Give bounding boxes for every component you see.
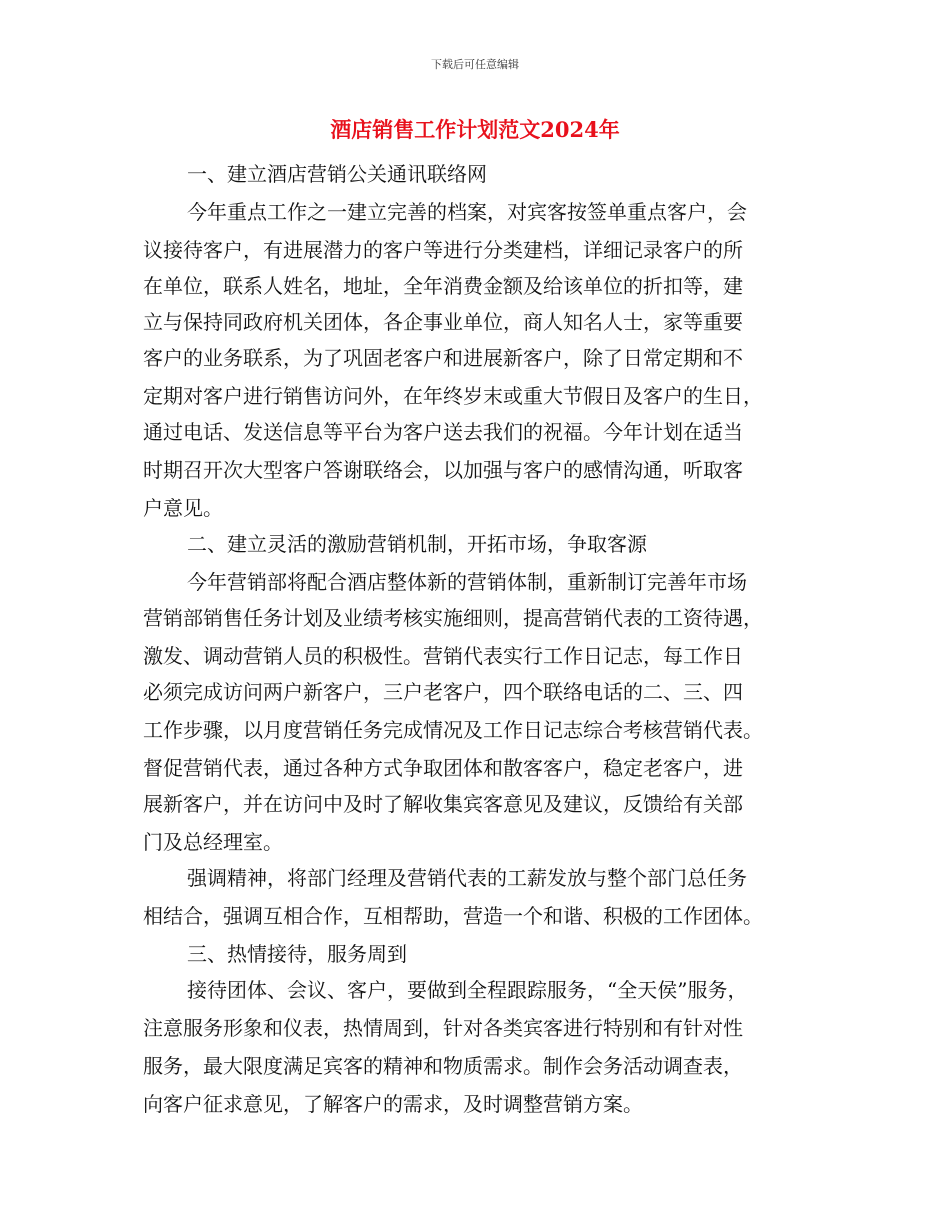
paragraph-line: 营销部销售任务计划及业绩考核实施细则，提高营销代表的工资待遇， <box>143 606 763 630</box>
paragraph-line: 通过电话、发送信息等平台为客户送去我们的祝福。今年计划在适当 <box>143 420 743 444</box>
header-note: 下载后可任意编辑 <box>431 58 519 71</box>
paragraph-line: 定期对客户进行销售访问外，在年终岁末或重大节假日及客户的生日， <box>143 384 763 408</box>
paragraph-line: 展新客户，并在访问中及时了解收集宾客意见及建议，反馈给有关部 <box>143 792 743 816</box>
paragraph-line: 相结合，强调互相合作，互相帮助，营造一个和谐、积极的工作团体。 <box>143 904 763 928</box>
paragraph-line: 今年营销部将配合酒店整体新的营销体制，重新制订完善年市场 <box>187 570 747 594</box>
paragraph-line: 注意服务形象和仪表，热情周到，针对各类宾客进行特别和有针对性 <box>143 1016 743 1040</box>
paragraph-line: 门及总经理室。 <box>143 830 283 854</box>
document-title: 酒店销售工作计划范文2024年 <box>330 117 620 142</box>
paragraph-line: 今年重点工作之一建立完善的档案，对宾客按签单重点客户，会 <box>187 200 747 224</box>
section-heading-2: 二、建立灵活的激励营销机制，开拓市场，争取客源 <box>187 532 647 556</box>
paragraph-line: 在单位，联系人姓名，地址，全年消费金额及给该单位的折扣等，建 <box>143 274 743 298</box>
paragraph-line: 立与保持同政府机关团体，各企事业单位，商人知名人士，家等重要 <box>143 310 743 334</box>
paragraph-line: 向客户征求意见，了解客户的需求，及时调整营销方案。 <box>143 1092 643 1116</box>
paragraph-line: 督促营销代表，通过各种方式争取团体和散客客户，稳定老客户，进 <box>143 756 743 780</box>
paragraph-line: 必须完成访问两户新客户，三户老客户，四个联络电话的二、三、四 <box>143 680 743 704</box>
paragraph-line: 服务，最大限度满足宾客的精神和物质需求。制作会务活动调查表， <box>143 1054 743 1078</box>
paragraph-line: 接待团体、会议、客户，要做到全程跟踪服务，“全天侯”服务， <box>187 978 748 1002</box>
paragraph-line: 工作步骤，以月度营销任务完成情况及工作日记志综合考核营销代表。 <box>143 718 763 742</box>
section-heading-3: 三、热情接待，服务周到 <box>187 942 407 966</box>
paragraph-line: 时期召开次大型客户答谢联络会，以加强与客户的感情沟通，听取客 <box>143 458 743 482</box>
paragraph-line: 户意见。 <box>143 496 223 520</box>
paragraph-line: 强调精神，将部门经理及营销代表的工薪发放与整个部门总任务 <box>187 866 747 890</box>
paragraph-line: 议接待客户，有进展潜力的客户等进行分类建档，详细记录客户的所 <box>143 238 743 262</box>
paragraph-line: 激发、调动营销人员的积极性。营销代表实行工作日记志，每工作日 <box>143 644 743 668</box>
section-heading-1: 一、建立酒店营销公关通讯联络网 <box>187 162 487 186</box>
paragraph-line: 客户的业务联系，为了巩固老客户和进展新客户，除了日常定期和不 <box>143 346 743 370</box>
